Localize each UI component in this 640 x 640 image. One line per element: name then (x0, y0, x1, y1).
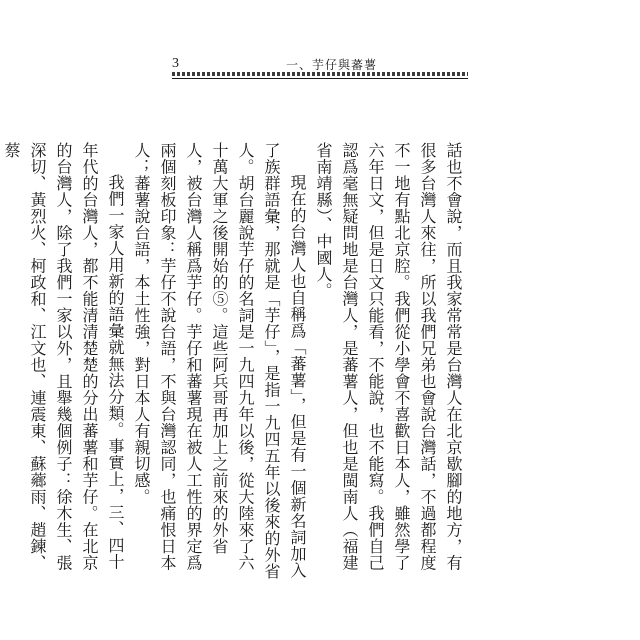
header-rule-thin (172, 78, 468, 79)
body-text (2, 142, 466, 582)
page-number: 3 (172, 56, 179, 71)
paragraph-taro-sweet-potato: 現在的台灣人也自稱爲「蕃薯」，但是有一個新名詞加入了族群語彙，那就是「芋仔」，是指一九四五年以後來的外省人。胡台麗說芋仔的名詞是一九四九年以後，從大陸來了六十萬大軍之後開始的⑤。這些阿兵哥再加上之前來的外省人，被台灣人稱爲芋仔。芋仔和蕃薯現在被人工性的界定爲兩個刻板印象：芋仔不說台語，不與台灣認同，也痛恨日本人；蕃薯說台語，本土性強，對日本人有親切感。 (132, 142, 307, 580)
paragraph-family-examples: 我們一家人用新的語彙就無法分類。事實上，三、四十年代的台灣人，都不能清清楚楚的分出蕃薯和芋仔。在北京的台灣人，除了我們一家以外，且舉幾個例子：徐木生、張深切、黃烈火、柯政和、江文也、連震東、蘇薌雨、趙鍊、蔡 (2, 142, 125, 571)
paragraph-continuation: 話也不會說，而且我家常常是台灣人在北京歇腳的地方，有很多台灣人來往，所以我們兄弟也會說台灣話，不過都程度不一地有點北京腔。我們從小學會不喜歡日本人，雖然學了六年日文，但是日文只能看，不能說，也不能寫。我們自己認爲毫無疑問地是台灣人，是蕃薯人，但也是閩南人（福建省南靖縣）、中國人。 (314, 142, 463, 571)
header-rule (172, 72, 468, 76)
running-header-title: 一、芋仔與蕃薯 (286, 58, 378, 72)
